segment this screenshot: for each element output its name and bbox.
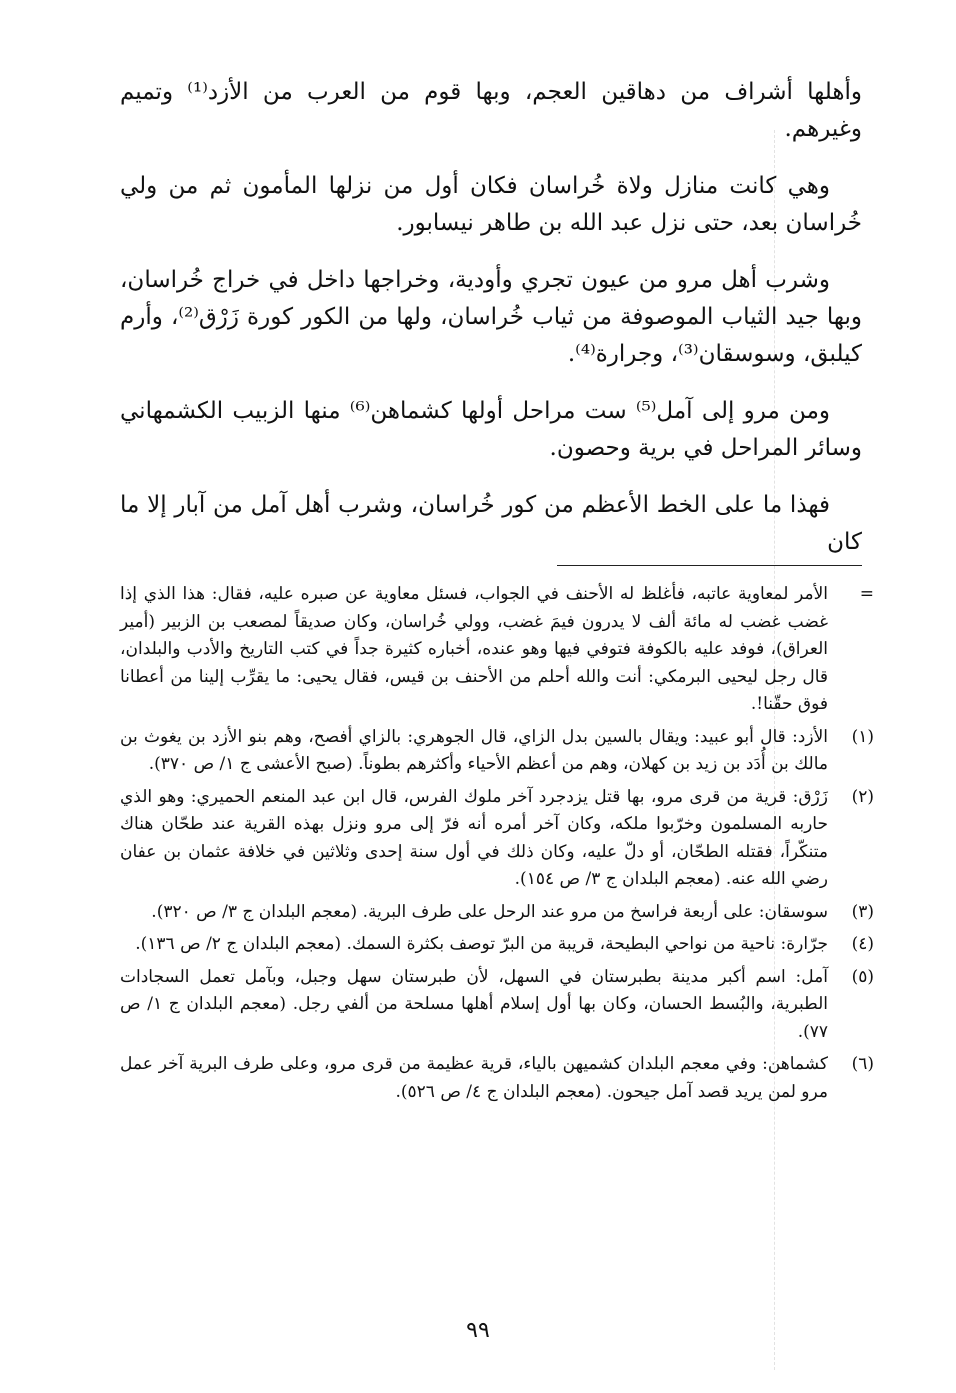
footnote-text: كشماهن: وفي معجم البلدان كشميهن بالياء، قرية عظيمة من قرى مرو، وعلى طرف البرية آخر عمل مرو لمن يريد قصد آمل جيحون. (معجم البلدان ج ٤/ ص ٥٢٦). — [120, 1054, 828, 1102]
footnote-separator — [557, 565, 862, 566]
page-number: ٩٩ — [466, 1318, 490, 1343]
footnote-marker: (٥) — [851, 966, 874, 987]
footnote-marker: (٢) — [851, 786, 874, 807]
footnote-text: آمل: اسم أكبر مدينة بطبرستان في السهل، لأن طبرستان سهل وجبل، وبآمل تعمل السجادات الطبرية، والبُسط الحسان، وكان بها أول إسلام أهلها مسلحة من ألفي رجل. (معجم البلدان ج ١/ ص ٧٧). — [120, 966, 828, 1042]
paragraph-5: فهذا ما على الخط الأعظم من كور خُراسان، وشرب أهل آمل من آبار إلا ما كان — [120, 492, 862, 555]
paragraph-4: ومن مرو إلى آمل⁽⁵⁾ ست مراحل أولها كشماهن⁽⁶⁾ منها الزبيب الكشمهاني وسائر المراحل في برية وحصون. — [120, 398, 862, 461]
footnote-continued — [120, 581, 874, 719]
footnote-text: الأزد: قال أبو عبيد: ويقال بالسين بدل الزاي، قال الجوهري: بالزاي أفصح، وهم بنو الأزد بن يغوث بن مالك بن أُدَد بن زيد بن كهلان، وهم من أعظم الأحياء وأكثرهم بطوناً. (صبح الأعشى ج ١/ ص ٣٧٠). — [120, 726, 828, 774]
footnote-marker: (٦) — [851, 1054, 874, 1074]
footnote-2 — [120, 784, 874, 894]
footnote-3 — [120, 899, 874, 927]
paragraph-1: وأهلها أشراف من دهاقين العجم، وبها قوم من العرب من الأزد⁽¹⁾ وتميم وغيرهم. — [120, 79, 863, 142]
footnote-text: جرّارة: ناحية من نواحي البطيحة، قريبة من البرّ توصف بكثرة السمك. (معجم البلدان ج ٢/ ص ١٣٦). — [135, 934, 828, 954]
footnote-5 — [120, 964, 874, 1047]
footnotes — [120, 581, 874, 1111]
footnote-1 — [120, 724, 874, 779]
footnote-6 — [120, 1051, 874, 1106]
main-text — [120, 74, 862, 581]
footnote-text: الأمر لمعاوية عاتبه، فأغلظ له الأحنف في الجواب، فسئل معاوية عن صبره عليه، فقال: هذا الذي إذا غضب غضب له مائة ألف لا يدرون فيمَ غضب، وولي خُراسان، وكان صديقاً لمصعب بن الزبير (أمير العراق)، فوفد عليه بالكوفة فتوفي فيها وهو عنده، أخباره كثيرة جداً في كتب التاريخ والأدب والبلدان، قال رجل ليحيى البرمكي: أنت والله أحلم من الأحنف بن قيس، فقال يحيى: ما يقرِّب إلينا من أعطانا فوق حقّنا!. — [120, 584, 828, 714]
footnote-marker: = — [859, 584, 874, 604]
footnote-text: زَرْق: قرية من قرى مرو، بها قتل يزدجرد آخر ملوك الفرس، قال ابن عبد المنعم الحميري: وهو الذي حاربه المسلمون وخرّبوا ملكه، وكان آخر أمره أنه فرّ إلى مرو ونزل بهذه القرية عند طحّان هناك متنكّراً، فقتله الطحّان، أو دلّ عليه، وكان ذلك في أول سنة إحدى وثلاثين في خلافة عثمان بن عفان رضي الله عنه. (معجم البلدان ج ٣/ ص ١٥٤). — [120, 786, 828, 889]
paragraph-2: وهي كانت منازل ولاة خُراسان فكان أول من نزلها المأمون ثم من ولي خُراسان بعد، حتى نزل عبد الله بن طاهر نيسابور. — [120, 173, 862, 236]
footnote-marker: (٤) — [851, 934, 874, 954]
footnote-text: سوسقان: على أربعة فراسخ من مرو عند الرحل على طرف البرية. (معجم البلدان ج ٣/ ص ٣٢٠). — [151, 901, 828, 922]
footnote-marker: (١) — [851, 726, 874, 747]
footnote-4 — [120, 931, 874, 959]
paragraph-3: وشرب أهل مرو من عيون تجري وأودية، وخراجها داخل في خراج خُراسان، وبها جيد الثياب الموصوفة من ثياب خُراسان، ولها من الكور كورة زَرْق⁽²⁾، وأرم كيلبق، وسوسقان⁽³⁾، وجرارة⁽⁴⁾. — [120, 267, 862, 367]
footnote-marker: (٣) — [851, 901, 874, 922]
